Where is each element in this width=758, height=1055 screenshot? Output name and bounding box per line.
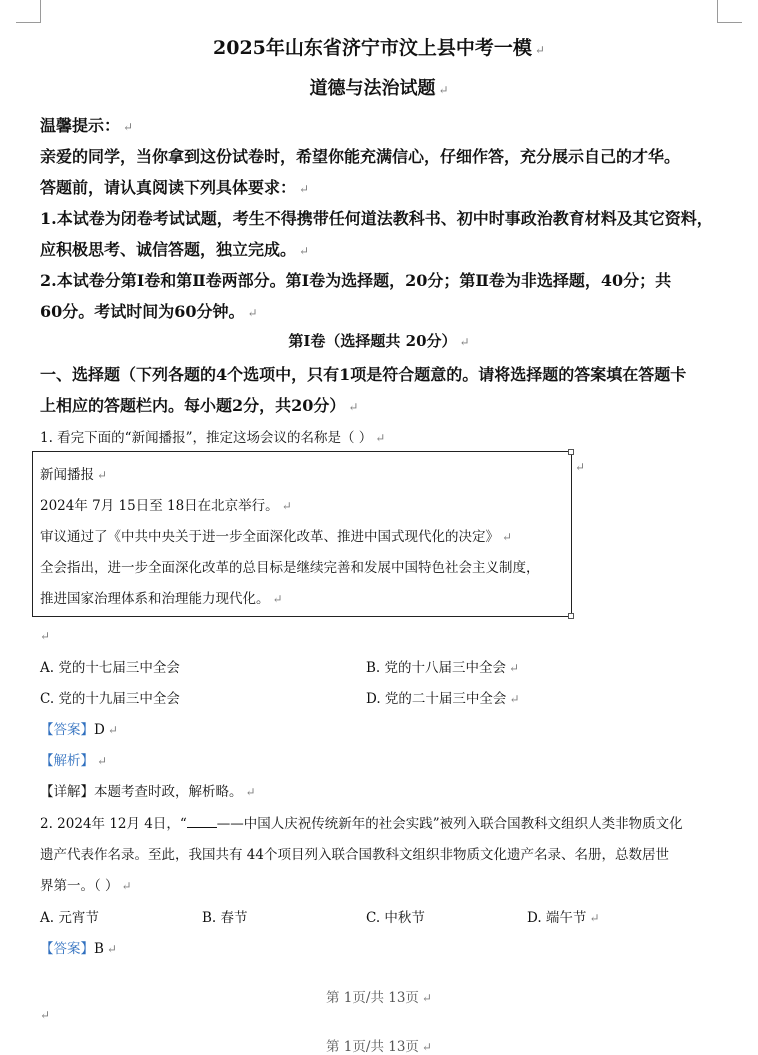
notice-line-2: 答题前，请认真阅读下列具体要求： ↵	[40, 178, 310, 197]
news-line-3: 审议通过了《中共中央关于进一步全面深化改革、推进中国式现代化的决定》 ↵	[40, 529, 513, 545]
box-resize-handle-bottom[interactable]	[568, 613, 574, 619]
requirement-1-line-a: 1.本试卷为闭卷考试试题，考生不得携带任何道法教科书、初中时事政治教育材料及其它资料，	[40, 209, 713, 228]
q2-option-c: C. 中秋节	[366, 910, 425, 926]
q2-option-a: A. 元宵节	[40, 910, 99, 926]
question-2-stem-a: 2. 2024年 12月 4日，“ ——中国人庆祝传统新年的社会实践”被列入联合国教科文组织人类非物质文化	[40, 816, 683, 832]
section-1-title: 第Ⅰ卷（选择题共 20分） ↵	[288, 332, 470, 350]
q1-option-c: C. 党的十九届三中全会	[40, 691, 180, 707]
requirement-2-line-b: 60分。考试时间为60分钟。 ↵	[40, 302, 258, 321]
q1-option-b: B. 党的十八届三中全会 ↵	[366, 660, 520, 676]
q2-option-d: D. 端午节 ↵	[527, 910, 600, 926]
box-end-mark: ↵	[575, 460, 586, 474]
notice-heading: 温馨提示： ↵	[40, 116, 134, 135]
section-1-instruction-b: 上相应的答题栏内。每小题2分，共20分） ↵	[40, 396, 359, 415]
news-line-5: 推进国家治理体系和治理能力现代化。 ↵	[40, 591, 283, 607]
section-1-instruction-a: 一、选择题（下列各题的4个选项中，只有1项是符合题意的。请将选择题的答案填在答题卡	[40, 365, 687, 384]
q1-option-d: D. 党的二十届三中全会 ↵	[366, 691, 520, 707]
page-footer: 第 1页/共 13页 ↵	[326, 990, 432, 1006]
blank-underline	[187, 817, 217, 828]
question-2-stem-c: 界第一。（ ） ↵	[40, 878, 132, 894]
question-1-stem: 1. 看完下面的“新闻播报”，推定这场会议的名称是（ ） ↵	[40, 430, 386, 446]
corner-mark-left	[16, 0, 41, 23]
q1-detail: 【详解】本题考查时政，解析略。 ↵	[40, 784, 256, 800]
page-footer-next: 第 1页/共 13页 ↵	[326, 1039, 432, 1055]
q2-option-b: B. 春节	[202, 910, 248, 926]
news-line-2: 2024年 7月 15日至 18日在北京举行。 ↵	[40, 498, 292, 514]
box-resize-handle-top[interactable]	[568, 449, 574, 455]
requirement-1-line-b: 应积极思考、诚信答题，独立完成。 ↵	[40, 240, 310, 259]
q1-analysis: 【解析】 ↵	[40, 753, 108, 769]
q1-answer: 【答案】D ↵	[40, 722, 118, 738]
question-2-stem-b: 遗产代表作名录。至此，我国共有 44个项目列入联合国教科文组织非物质文化遗产名录、名册，总数居世	[40, 847, 669, 863]
notice-line-1: 亲爱的同学，当你拿到这份试卷时，希望你能充满信心，仔细作答，充分展示自己的才华。	[40, 147, 681, 166]
footer-empty-mark: ↵	[40, 1008, 51, 1022]
q1-option-a: A. 党的十七届三中全会	[40, 660, 180, 676]
requirement-2-line-a: 2.本试卷分第Ⅰ卷和第Ⅱ卷两部分。第Ⅰ卷为选择题，20分；第Ⅱ卷为非选择题，40分；共	[40, 271, 672, 290]
empty-paragraph-mark: ↵	[40, 629, 51, 643]
exam-title: 2025年山东省济宁市汶上县中考一模 ↵	[213, 37, 545, 59]
q2-answer: 【答案】B ↵	[40, 941, 117, 957]
news-line-4: 全会指出，进一步全面深化改革的总目标是继续完善和发展中国特色社会主义制度，	[40, 560, 540, 576]
exam-subtitle: 道德与法治试题 ↵	[309, 78, 449, 99]
news-line-1: 新闻播报 ↵	[40, 467, 108, 483]
corner-mark-right	[717, 0, 742, 23]
